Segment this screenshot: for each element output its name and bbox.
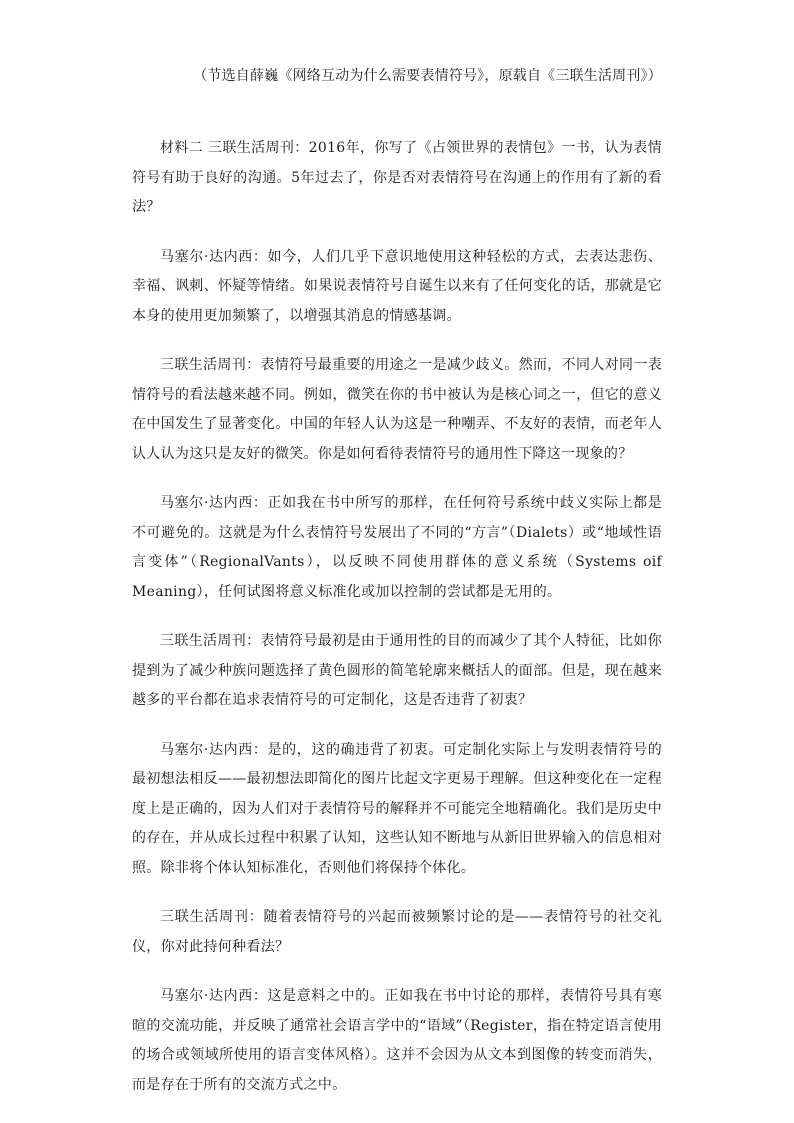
article-body	[132, 134, 662, 1120]
paragraph-1: 材料二 三联生活周刊：2016年，你写了《占领世界的表情包》一书，认为表情符号有助于良好的沟通。5年过去了，你是否对表情符号在沟通上的作用有了新的看法？	[132, 140, 662, 215]
paragraph-4: 马塞尔·达内西：正如我在书中所写的那样，在任何符号系统中歧义实际上都是不可避免的。这就是为什么表情符号发展出了不同的“方言”（Dialets）或“地域性语言变体”（RegionalVants），以反映不同使用群体的意义系统（Systems oif Meaning），任何试图将意义标准化或加以控制的尝试都是无用的。	[132, 495, 662, 600]
paragraph-3: 三联生活周刊：表情符号最重要的用途之一是减少歧义。然而，不同人对同一表情符号的看法越来越不同。例如，微笑在你的书中被认为是核心词之一，但它的意义在中国发生了显著变化。中国的年轻人认为这是一种嘲弄、不友好的表情，而老年人认人认为这只是友好的微笑。你是如何看待表情符号的通用性下降这一现象的？	[132, 357, 662, 462]
source-citation: （节选自薛巍《网络互动为什么需要表情符号》，原载自《三联生活周刊》）	[193, 68, 662, 84]
paragraph-2: 马塞尔·达内西：如今，人们几乎下意识地使用这种轻松的方式，去表达悲伤、幸福、讽刺、怀疑等情绪。如果说表情符号自诞生以来有了任何变化的话，那就是它本身的使用更加频繁了，以增强其消息的情感基调。	[132, 248, 662, 324]
paragraph-5: 三联生活周刊：表情符号最初是由于通用性的目的而减少了其个人特征，比如你提到为了减少种族问题选择了黄色圆形的简笔轮廓来概括人的面部。但是，现在越来越多的平台都在追求表情符号的可定制化，这是否违背了初衷？	[132, 633, 662, 708]
paragraph-6: 马塞尔·达内西：是的，这的确违背了初衷。可定制化实际上与发明表情符号的最初想法相反——最初想法即简化的图片比起文字更易于理解。但这种变化在一定程度上是正确的，因为人们对于表情符号的解释并不可能完全地精确化。我们是历史中的存在，并从成长过程中积累了认知，这些认知不断地与从新旧世界输入的信息相对照。除非将个体认知标准化，否则他们将保持个体化。	[132, 741, 662, 876]
paragraph-7: 三联生活周刊：随着表情符号的兴起而被频繁讨论的是——表情符号的社交礼仪，你对此持何种看法？	[132, 909, 662, 955]
paragraph-8: 马塞尔·达内西：这是意料之中的。正如我在书中讨论的那样，表情符号具有寒暄的交流功能，并反映了通常社会语言学中的“语域”（Register，指在特定语言使用的场合或领域所使用的语言变体风格）。这并不会因为从文本到图像的转变而消失，而是存在于所有的交流方式之中。	[132, 988, 662, 1093]
